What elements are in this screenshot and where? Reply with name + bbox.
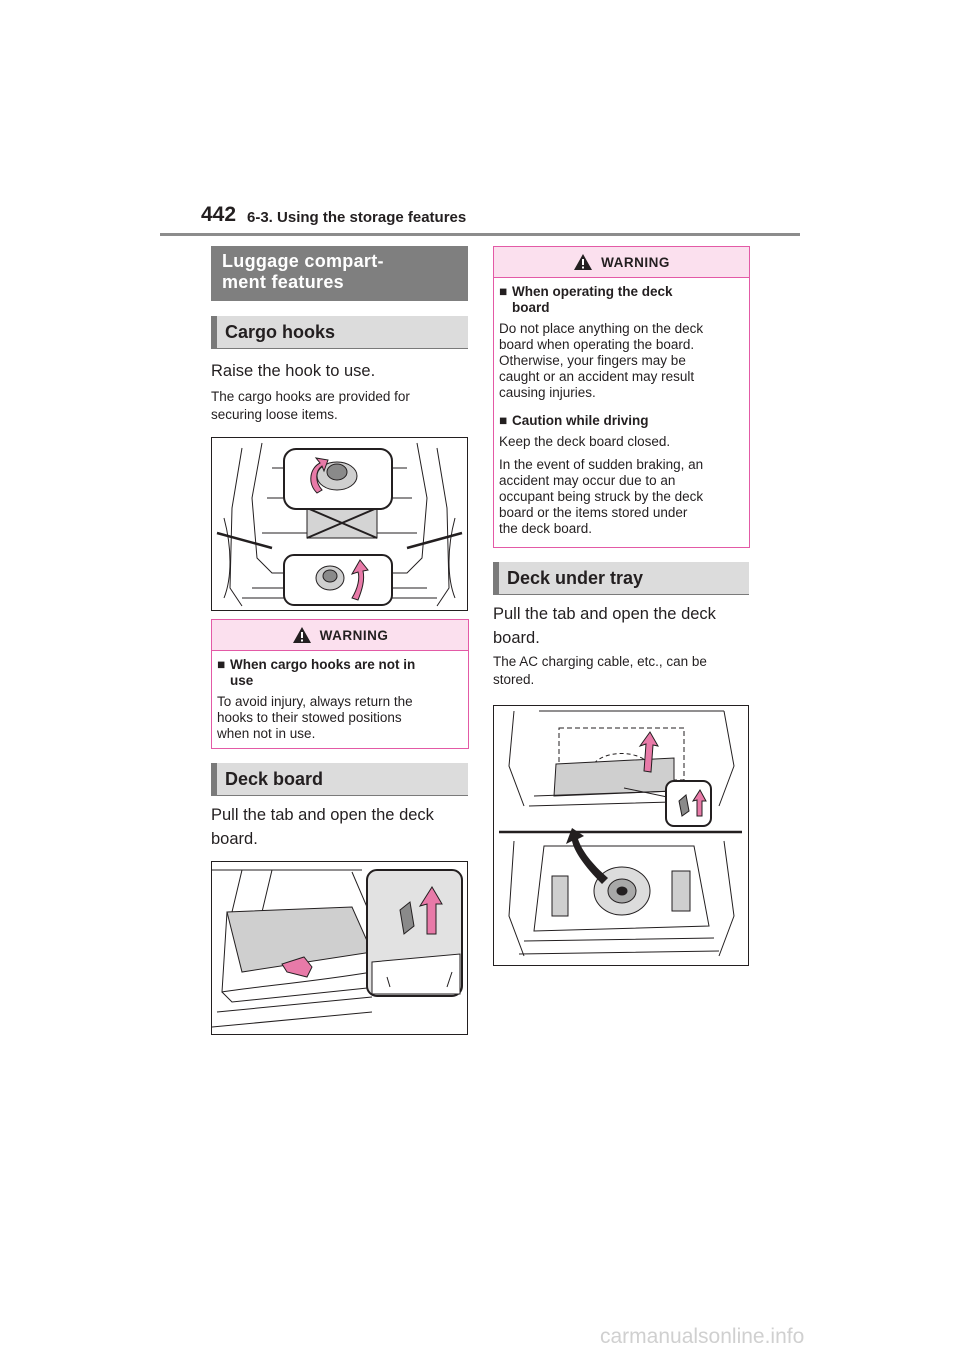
deck-under-tray-heading (493, 562, 749, 595)
deck-tray-instruction (493, 602, 716, 650)
chapter-title-line1: Luggage compart- (222, 251, 384, 271)
warning-header (212, 620, 468, 651)
warning-box-deck-board (493, 246, 750, 548)
deck-tab-inset (367, 870, 462, 996)
warning-text3-line2: accident may occur due to an (499, 473, 676, 488)
deck-tray-instruction-line1: Pull the tab and open the deck (493, 605, 716, 623)
warning-sub-line2: use (230, 673, 254, 688)
warning-text-line1: To avoid injury, always return the (217, 694, 413, 709)
warning-header (494, 247, 749, 278)
cargo-hooks-instruction: Raise the hook to use. (211, 362, 376, 380)
curved-arrow-icon (566, 828, 608, 884)
square-bullet-icon: ■ (499, 284, 508, 299)
warning-triangle-icon (292, 626, 312, 644)
warning-text3-line3: occupant being struck by the deck (499, 489, 704, 504)
deck-tray-instruction-line2: board. (493, 629, 540, 647)
deck-board-heading-text: Deck board (225, 768, 324, 789)
section-title: 6-3. Using the storage features (247, 209, 467, 226)
warning-text1-line2: board when operating the board. (499, 337, 695, 352)
deck-tray-note-line1: The AC charging cable, etc., can be (493, 654, 707, 669)
warning-triangle-icon (573, 253, 593, 271)
warning-sub2: Caution while driving (512, 413, 649, 428)
deck-board-instruction-line1: Pull the tab and open the deck (211, 806, 434, 824)
warning-text1-line5: causing injuries. (499, 385, 596, 400)
square-bullet-icon: ■ (499, 413, 508, 428)
deck-board-instruction (211, 803, 434, 851)
cargo-hook-inset-bottom (284, 555, 392, 605)
warning-subheading (217, 657, 464, 689)
warning-sub-line1: When cargo hooks are not in (230, 657, 416, 672)
warning-text-line3: when not in use. (217, 726, 316, 741)
warning-text1-line3: Otherwise, your fingers may be (499, 353, 686, 368)
cargo-hooks-heading-text: Cargo hooks (225, 321, 336, 342)
cargo-hooks-illustration (211, 437, 468, 611)
warning-sub1-line2: board (512, 300, 550, 315)
warning-subheading-2 (499, 413, 745, 429)
warning-box-cargo-hooks (211, 619, 469, 749)
warning-text3-line4: board or the items stored under (499, 505, 688, 520)
warning-text-1 (499, 321, 745, 401)
warning-text1-line1: Do not place anything on the deck (499, 321, 704, 336)
warning-label: WARNING (601, 254, 670, 270)
warning-subheading-1 (499, 284, 745, 316)
deck-board-illustration (211, 861, 468, 1035)
cargo-hooks-note (211, 388, 410, 424)
warning-text-3 (499, 457, 745, 537)
deck-tray-note (493, 653, 707, 689)
header-rule (160, 233, 800, 236)
square-bullet-icon: ■ (217, 657, 226, 672)
watermark: carmanualsonline.info (600, 1325, 805, 1348)
warning-sub1-line1: When operating the deck (512, 284, 673, 299)
cargo-hooks-note-line2: securing loose items. (211, 407, 338, 422)
warning-text-2: Keep the deck board closed. (499, 434, 671, 449)
deck-under-tray-illustration (493, 705, 749, 966)
warning-text (217, 694, 464, 742)
warning-text1-line4: caught or an accident may result (499, 369, 695, 384)
chapter-title-block (211, 246, 468, 301)
deck-board-instruction-line2: board. (211, 830, 258, 848)
deck-board-heading (211, 763, 468, 796)
page-number: 442 (201, 203, 237, 226)
warning-text-line2: hooks to their stowed positions (217, 710, 402, 725)
warning-text3-line5: the deck board. (499, 521, 593, 536)
deck-tray-note-line2: stored. (493, 672, 535, 687)
chapter-title-line2: ment features (222, 272, 344, 292)
cargo-hooks-note-line1: The cargo hooks are provided for (211, 389, 410, 404)
deck-under-tray-heading-text: Deck under tray (507, 567, 644, 588)
warning-label: WARNING (319, 627, 389, 643)
warning-text3-line1: In the event of sudden braking, an (499, 457, 704, 472)
cargo-hook-inset-top (284, 449, 392, 509)
cargo-hooks-heading (211, 316, 468, 349)
